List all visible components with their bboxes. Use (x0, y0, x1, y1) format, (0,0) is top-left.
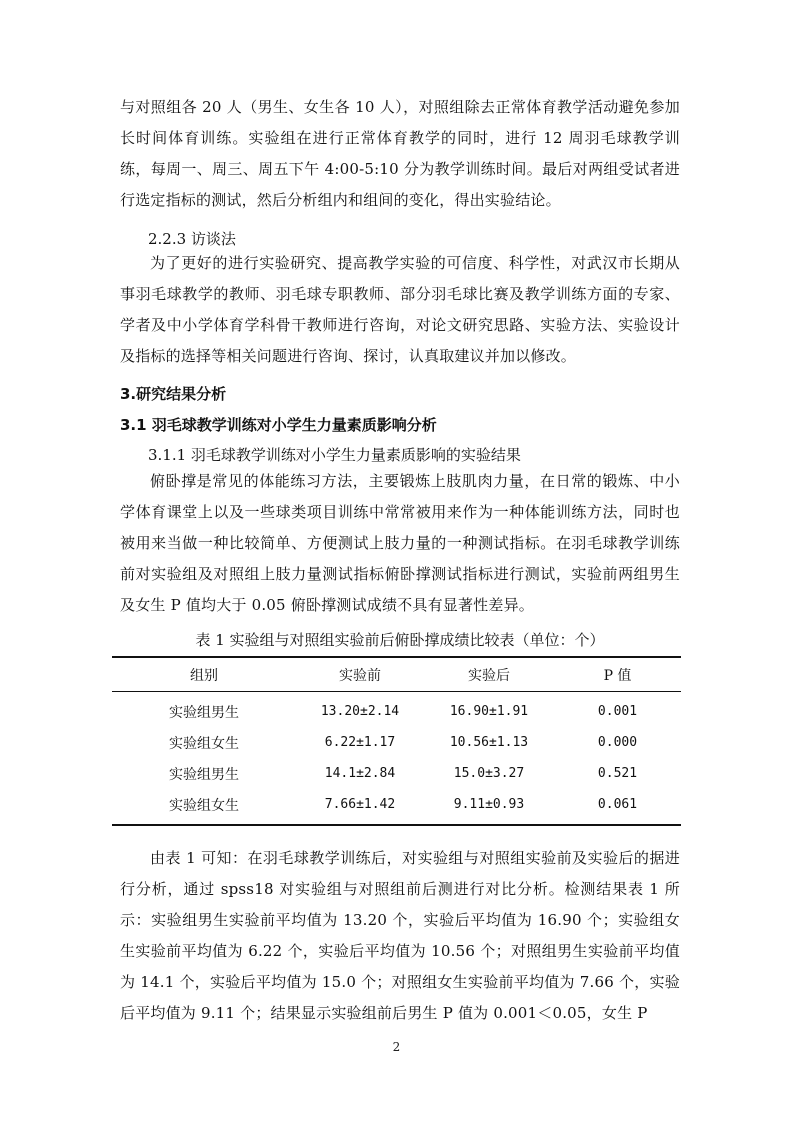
table-cell-group: 实验组男生 (169, 704, 239, 721)
table-caption: 表 1 实验组与对照组实验前后俯卧撑成绩比较表（单位：个） (195, 631, 605, 649)
table-cell-p-value: 0.521 (597, 766, 638, 781)
table-row (112, 789, 681, 825)
section-heading-3-1-1: 3.1.1 羽毛球教学训练对小学生力量素质影响的实验结果 (148, 446, 521, 464)
table-row (112, 692, 681, 728)
table-cell-after: 15.0±3.27 (453, 766, 525, 781)
section-heading-2-2-3: 2.2.3 访谈法 (148, 230, 236, 248)
table-cell-p-value: 0.001 (597, 704, 638, 719)
paragraph-pushup: 俯卧撑是常见的体能练习方法，主要锻炼上肢肌肉力量，在日常的锻炼、中小学体育课堂上以及一些球类项目训练中常常被用来作为一种体能训练方法，同时也被用来当做一种比较简单、方便测试上肢力量的一种测试指标。在羽毛球教学训练前对实验组及对照组上肢力量测试指标俯卧撑测试指标进行测试，实验前两组男生及女生 P 值均大于 0.05 俯卧撑测试成绩不具有显著性差异。 (120, 472, 680, 614)
paragraph-result: 由表 1 可知：在羽毛球教学训练后，对实验组与对照组实验前及实验后的据进行分析，通过 spss18 对实验组与对照组前后测进行对比分析。检测结果表 1 所示：实验组男生实验前平均值为 13.20 个，实验后平均值为 16.90 个；实验组女生实验前平均值为 6.22 个，实验后平均值为 10.56 个；对照组男生实验前平均值为 14.1 个，实验后平均值为 15.0 个；对照组女生实验前平均值为 7.66 个，实验后平均值为 9.11 个；结果显示实验组前后男生 P 值为 0.001＜0.05，女生 P (120, 849, 680, 1022)
table-header-row (112, 657, 681, 692)
table-cell-after: 9.11±0.93 (424, 789, 554, 825)
table-cell-before: 14.1±2.84 (324, 766, 396, 781)
table-header-cell: 实验前 (296, 657, 424, 692)
table-header-cell: P 值 (554, 657, 681, 692)
section-heading-3-1: 3.1 羽毛球教学训练对小学生力量素质影响分析 (120, 416, 437, 434)
table-header-cell: 组别 (112, 657, 296, 692)
table-row (112, 758, 681, 789)
table-row (112, 727, 681, 758)
results-table (112, 656, 681, 826)
table-cell-group: 实验组男生 (169, 766, 239, 783)
table-cell-p-value: 0.000 (597, 735, 638, 750)
table-cell-group: 实验组女生 (169, 735, 239, 752)
table-cell-after: 10.56±1.13 (449, 735, 529, 750)
table-header-cell: 实验后 (424, 657, 554, 692)
table-cell-before: 6.22±1.17 (324, 735, 396, 750)
table-cell-p-value: 0.061 (554, 789, 681, 825)
paragraph-intro: 与对照组各 20 人（男生、女生各 10 人），对照组除去正常体育教学活动避免参加长时间体育训练。实验组在进行正常体育教学的同时，进行 12 周羽毛球教学训练，每周一、周三、周五下午 4:00-5:10 分为教学训练时间。最后对两组受试者进行选定指标的测试，然后分析组内和组间的变化，得出实验结论。 (120, 98, 680, 209)
table-cell-after: 16.90±1.91 (449, 704, 529, 719)
section-heading-3: 3.研究结果分析 (120, 385, 227, 403)
page-number: 2 (392, 1040, 401, 1054)
table-cell-group: 实验组女生 (112, 789, 296, 825)
paragraph-interview: 为了更好的进行实验研究、提高教学实验的可信度、科学性，对武汉市长期从事羽毛球教学的教师、羽毛球专职教师、部分羽毛球比赛及教学训练方面的专家、学者及中小学体育学科骨干教师进行咨询，对论文研究思路、实验方法、实验设计及指标的选择等相关问题进行咨询、探讨，认真取建议并加以修改。 (120, 254, 680, 365)
table-cell-before: 7.66±1.42 (296, 789, 424, 825)
table-cell-before: 13.20±2.14 (320, 704, 400, 719)
